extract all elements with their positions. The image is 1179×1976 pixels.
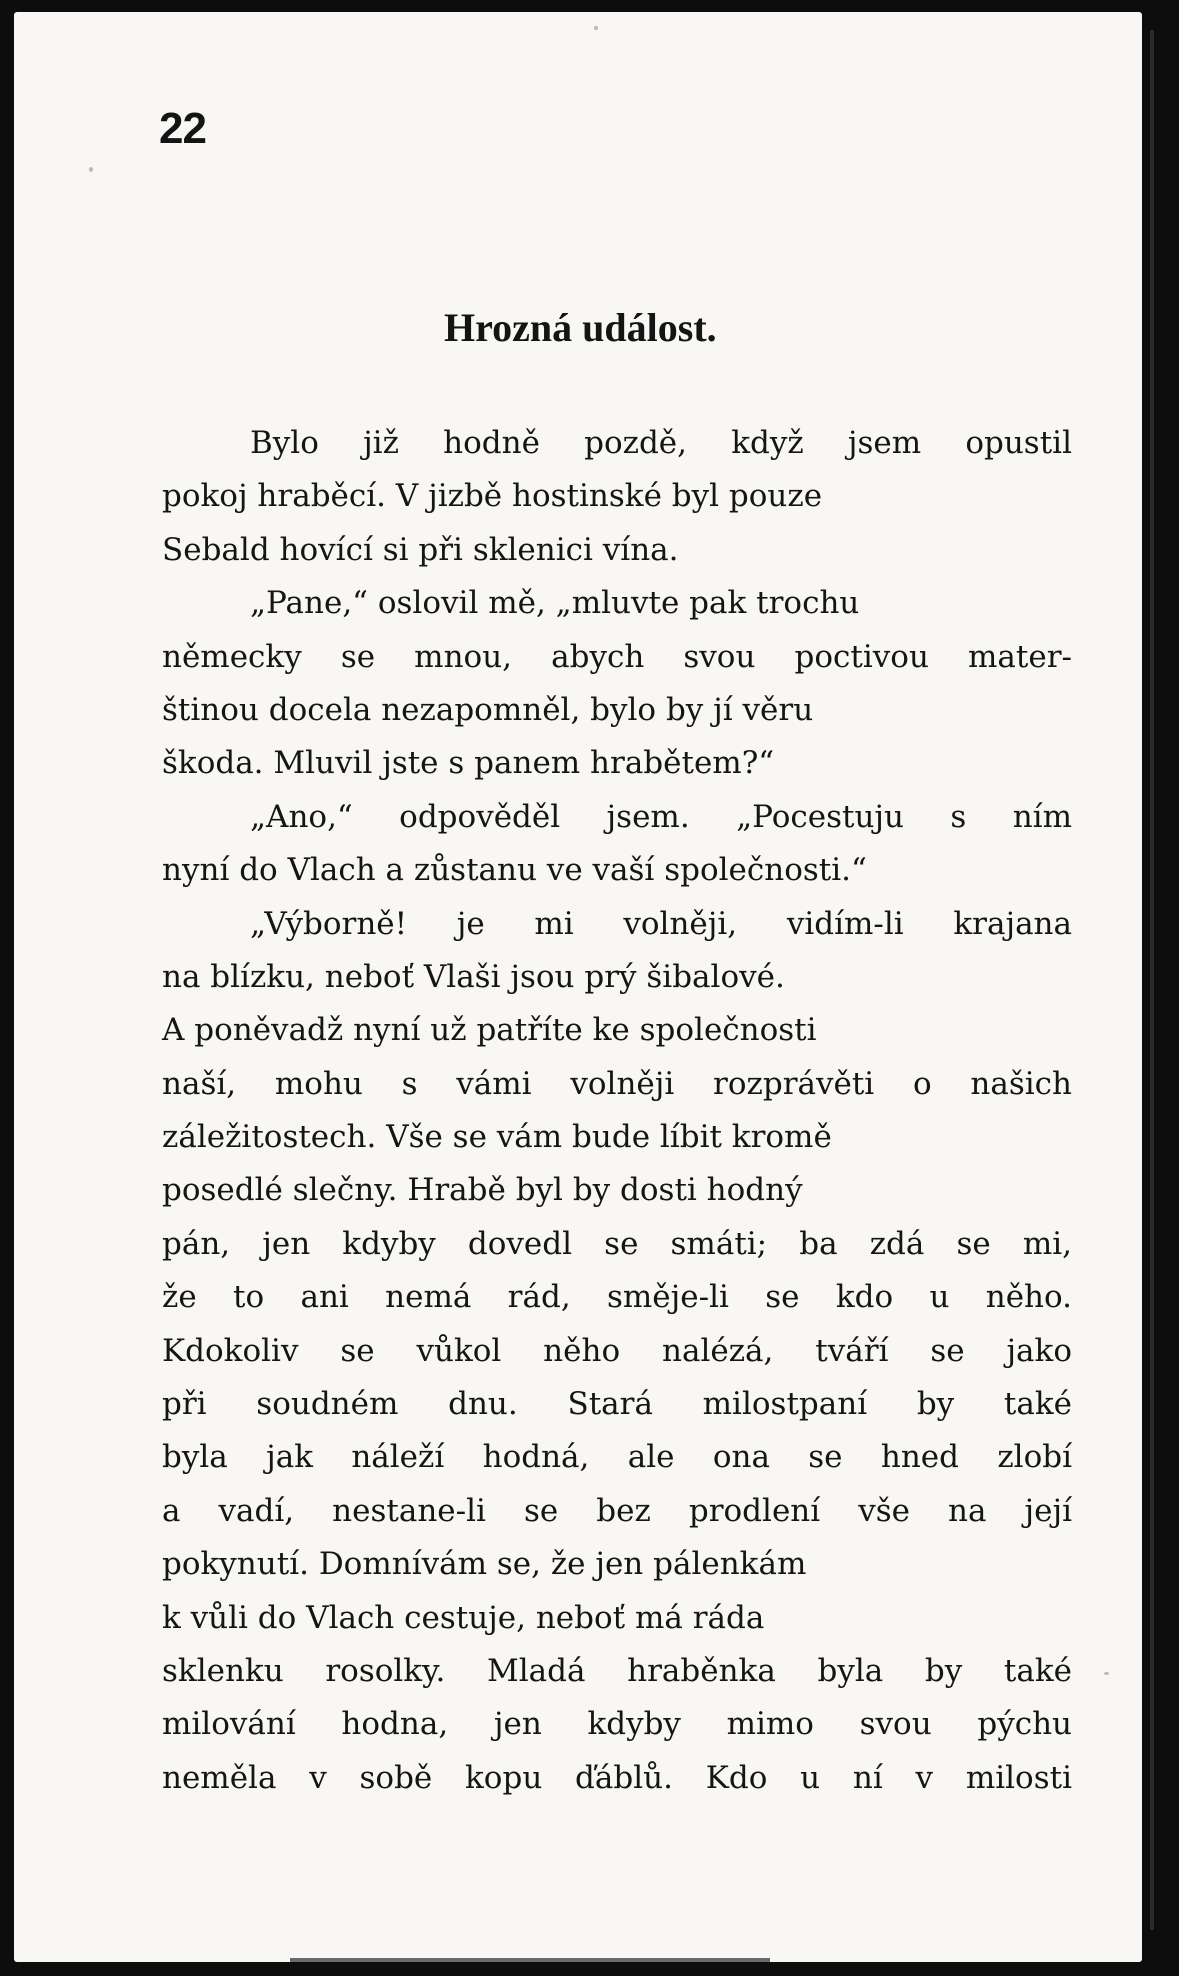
text-line: štinou docela nezapomněl, bylo by jí věru [162,691,814,728]
text-line: Kdokoliv se vůkol něho nalézá, tváří se jako [162,1332,1072,1369]
chapter-title: Hrozná událost. [444,305,717,350]
book-page [14,12,1142,1962]
text-line: „Ano,“ odpověděl jsem. „Pocestuju s ním [250,798,1072,835]
paper-speck [1104,1672,1109,1675]
text-line: „Pane,“ oslovil mě, „mluvte pak trochu [250,585,860,622]
scan-edge-bottom [290,1958,770,1962]
text-line: byla jak náleží hodná, ale ona se hned zlobí [162,1439,1072,1476]
page-number: 22 [159,104,206,153]
text-line: škoda. Mluvil jste s panem hrabětem?“ [162,745,775,782]
text-line: Sebald hovící si při sklenici vína. [162,531,679,568]
text-line: nyní do Vlach a zůstanu ve vaší společnosti.“ [162,852,867,889]
text-line: německy se mnou, abych svou poctivou mater- [162,638,1072,675]
text-line: že to ani nemá rád, směje-li se kdo u něho. [162,1279,1072,1316]
text-line: záležitostech. Vše se vám bude líbit kromě [162,1119,832,1156]
text-line: pán, jen kdyby dovedl se smáti; ba zdá se mi, [162,1225,1072,1262]
paper-speck [594,26,598,30]
text-line: při soudném dnu. Stará milostpaní by také [162,1386,1072,1423]
text-line: sklenku rosolky. Mladá hraběnka byla by také [162,1652,1072,1689]
text-line: naší, mohu s vámi volněji rozprávěti o našich [162,1065,1072,1102]
text-line: na blízku, neboť Vlaši jsou prý šibalové. [162,958,785,995]
text-line: posedlé slečny. Hrabě byl by dosti hodný [162,1172,803,1209]
text-line: a vadí, nestane-li se bez prodlení vše na její [162,1492,1072,1529]
body-text [162,417,1072,1805]
paper-speck [89,167,93,172]
scan-edge-right [1150,30,1154,1930]
text-line: „Výborně! je mi volněji, vidím-li krajana [250,905,1072,942]
text-line: A poněvadž nyní už patříte ke společnosti [162,1012,817,1049]
text-line: milování hodna, jen kdyby mimo svou pýchu [162,1706,1072,1743]
text-line: k vůli do Vlach cestuje, neboť má ráda [162,1599,765,1636]
text-line: pokoj hraběcí. V jizbě hostinské byl pouze [162,478,823,515]
text-line: neměla v sobě kopu ďáblů. Kdo u ní v milosti [162,1759,1072,1796]
text-line: pokynutí. Domnívám se, že jen pálenkám [162,1546,807,1583]
text-line: Bylo již hodně pozdě, když jsem opustil [250,425,1072,461]
